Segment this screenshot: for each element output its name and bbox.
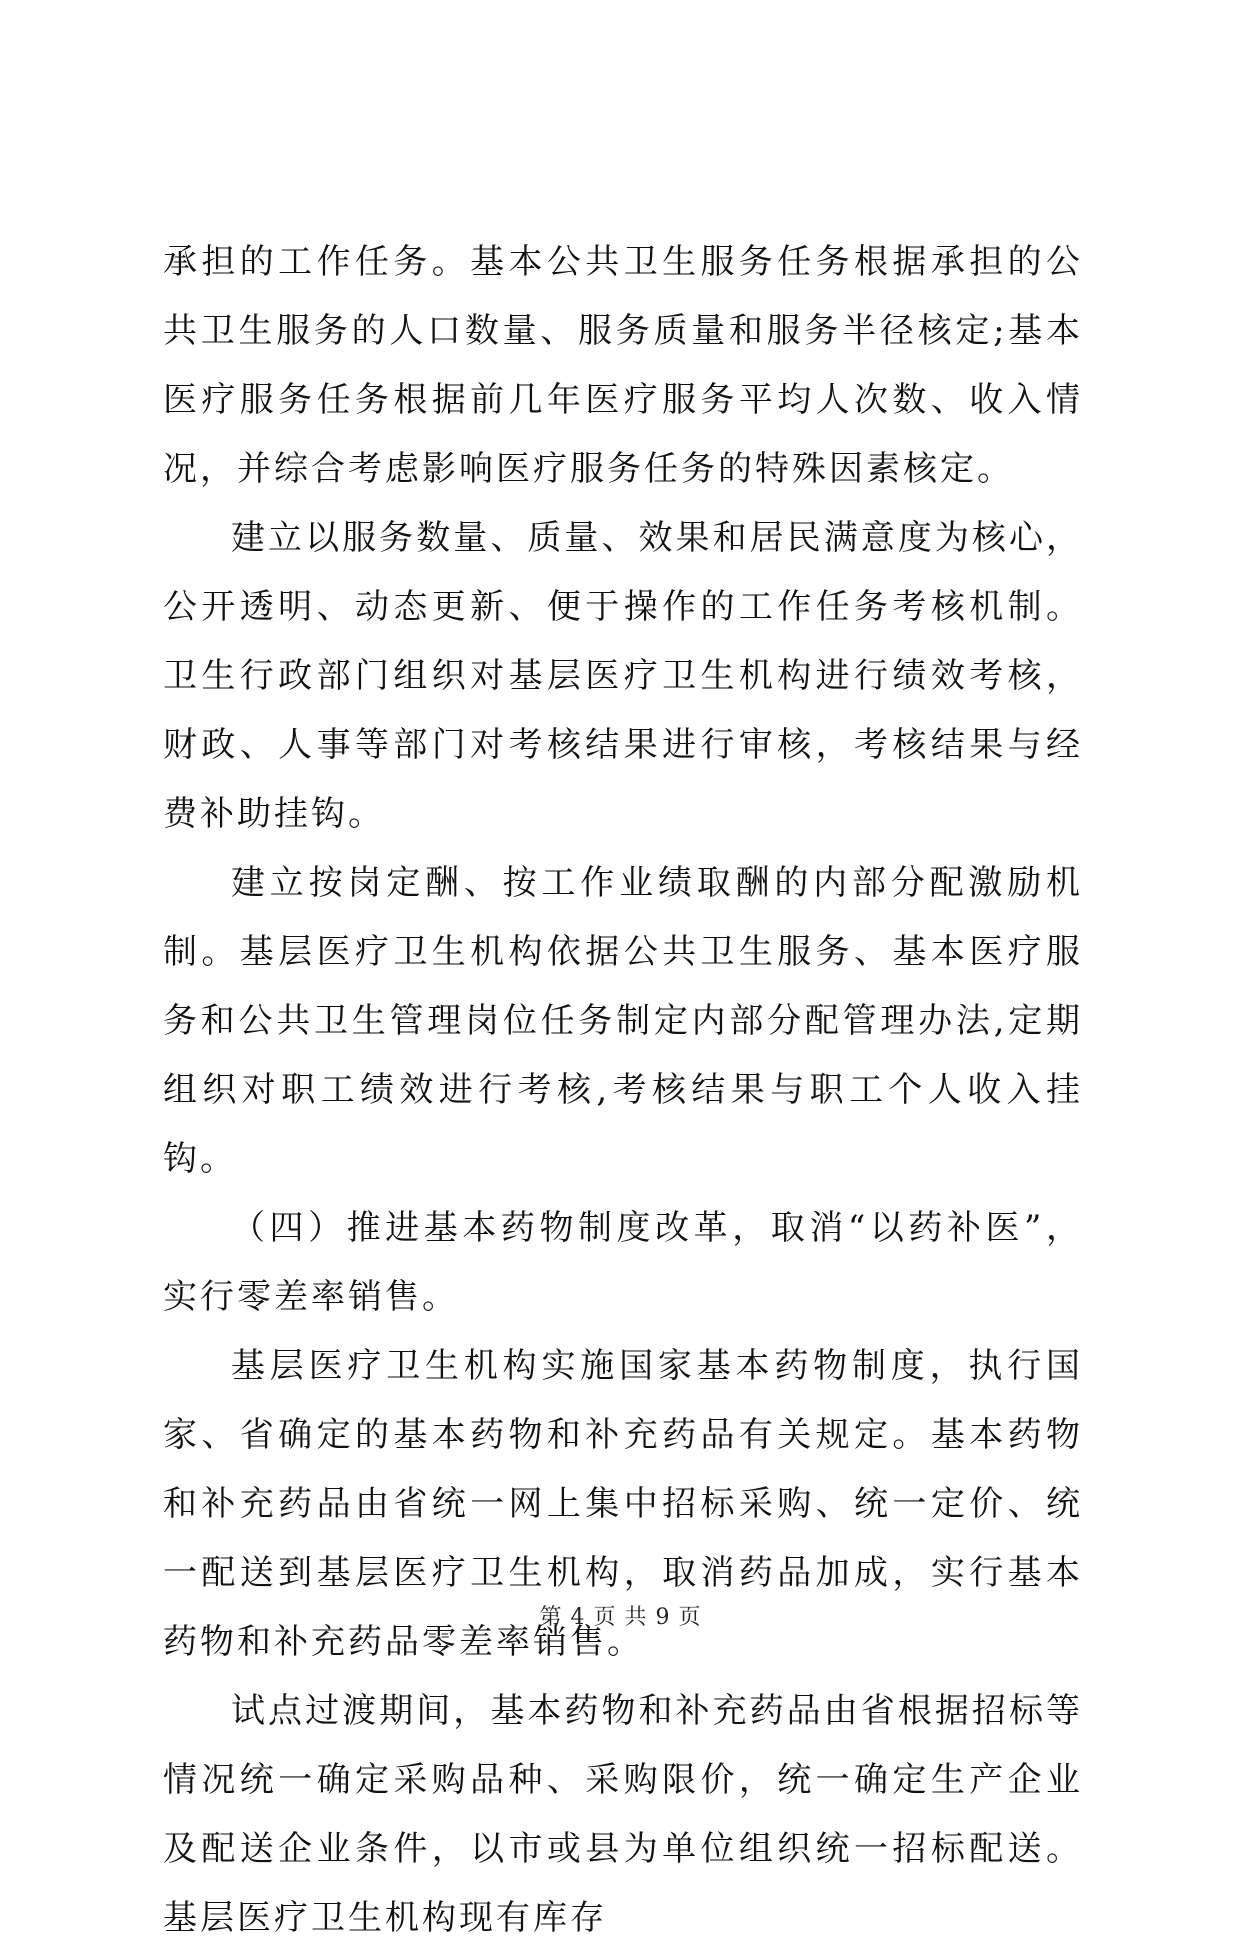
page-number-footer: 第 4 页 共 9 页: [539, 1605, 702, 1630]
document-body: [163, 228, 1083, 1953]
paragraph: 试点过渡期间，基本药物和补充药品由省根据招标等情况统一确定采购品种、采购限价，统一确定生产企业及配送企业条件，以市或县为单位组织统一招标配送。基层医疗卫生机构现有库存: [163, 1691, 1083, 1938]
paragraph-continued: 承担的工作任务。基本公共卫生服务任务根据承担的公共卫生服务的人口数量、服务质量和服务半径核定;基本医疗服务任务根据前几年医疗服务平均人次数、收入情况，并综合考虑影响医疗服务任务的特殊因素核定。: [163, 242, 1083, 489]
section-heading: （四）推进基本药物制度改革，取消“以药补医”，实行零差率销售。: [163, 1208, 1083, 1317]
paragraph: 建立按岗定酬、按工作业绩取酬的内部分配激励机制。基层医疗卫生机构依据公共卫生服务、基本医疗服务和公共卫生管理岗位任务制定内部分配管理办法,定期组织对职工绩效进行考核,考核结果与职工个人收入挂钩。: [163, 863, 1083, 1179]
paragraph: 基层医疗卫生机构实施国家基本药物制度，执行国家、省确定的基本药物和补充药品有关规定。基本药物和补充药品由省统一网上集中招标采购、统一定价、统一配送到基层医疗卫生机构，取消药品加成，实行基本药物和补充药品零差率销售。: [163, 1346, 1083, 1662]
paragraph: 建立以服务数量、质量、效果和居民满意度为核心，公开透明、动态更新、便于操作的工作任务考核机制。卫生行政部门组织对基层医疗卫生机构进行绩效考核，财政、人事等部门对考核结果进行审核，考核结果与经费补助挂钩。: [163, 518, 1083, 834]
